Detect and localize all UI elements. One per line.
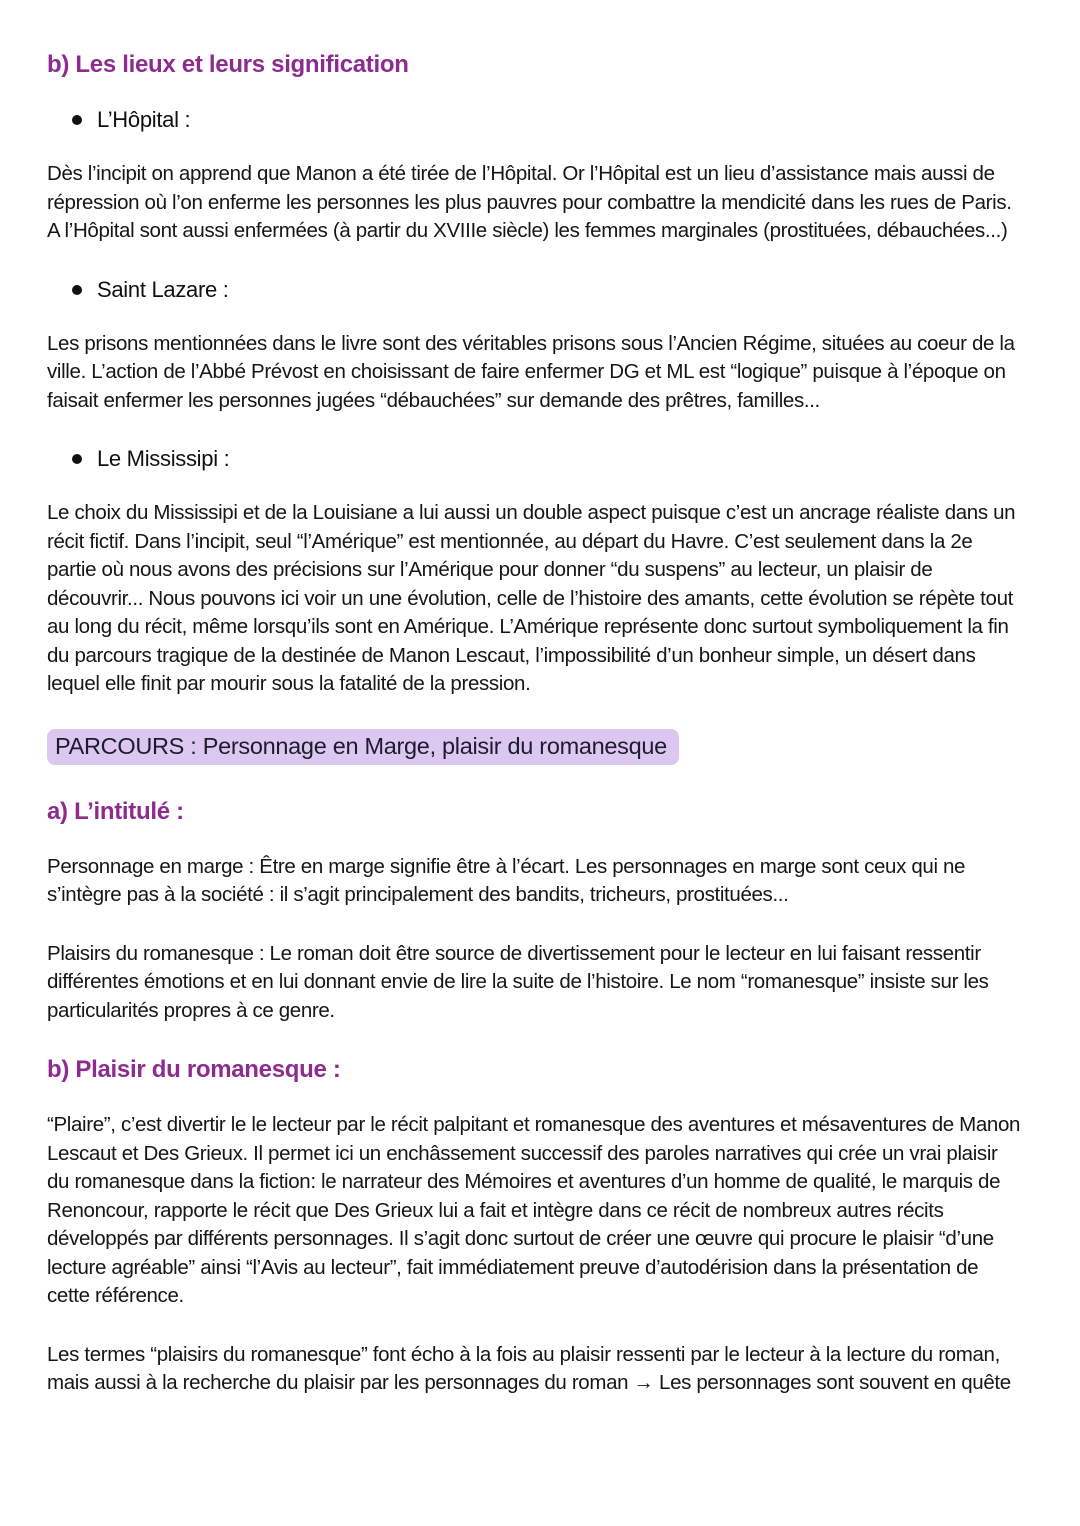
bullet-item-mississipi <box>47 445 1022 473</box>
paragraph-plaire: “Plaire”, c’est divertir le le lecteur par le récit palpitant et romanesque des aventures et mésaventures de Manon Lescaut et Des Grieux. Il permet ici un enchâssement successif des paroles narratives qui crée un vrai plaisir du romanesque dans la fiction: le narrateur des Mémoires et aventures d’un homme de qualité, le marquis de Renoncour, rapporte le récit que Des Grieux lui a fait et intègre dans ce récit de nombreux autres récits développés par différents personnages. Il s’agit donc surtout de créer une œuvre qui procure le plaisir “d’une lecture agréable” ainsi “l’Avis au lecteur”, fait immédiatement preuve d’autodérision dans la présentation de cette référence. <box>47 1113 1021 1307</box>
bullet-dot-icon <box>72 115 82 125</box>
bullet-item-saint-lazare <box>47 276 1022 304</box>
paragraph-les-termes: Les termes “plaisirs du romanesque” font écho à la fois au plaisir ressenti par le lecteur à la lecture du roman, mais aussi à la recherche du plaisir par les personnages du roman → Les personnages sont souvent en quête <box>47 1342 1011 1394</box>
bullet-dot-icon <box>72 454 82 464</box>
paragraph-saint-lazare: Les prisons mentionnées dans le livre sont des véritables prisons sous l’Ancien Régime, situées au coeur de la ville. L’action de l’Abbé Prévost en choisissant de faire enfermer DG et ML est “logique” puisque à l’époque on faisait enfermer les personnes jugées “débauchées” sur demande des prêtres, familles... <box>47 331 1015 412</box>
paragraph-plaisirs-du-romanesque: Plaisirs du romanesque : Le roman doit être source de divertissement pour le lecteur en lui faisant ressentir différentes émotions et en lui donnant envie de lire la suite de l’histoire. Le nom “romanesque” insiste sur les particularités propres à ce genre. <box>47 941 989 1022</box>
paragraph-hopital: Dès l’incipit on apprend que Manon a été tirée de l’Hôpital. Or l’Hôpital est un lieu d’assistance mais aussi de répression où l’on enferme les personnes les plus pauvres pour combattre la mendicité dans les rues de Paris. A l’Hôpital sont aussi enfermées (à partir du XVIIIe siècle) les femmes marginales (prostituées, débauchées...) <box>47 162 1012 242</box>
paragraph-mississipi: Le choix du Mississipi et de la Louisiane a lui aussi un double aspect puisque c’est un ancrage réaliste dans un récit fictif. Dans l’incipit, seul “l’Amérique” est mentionnée, au départ du Havre. C’est seulement dans la 2e partie où nous avons des précisions sur l’Amérique pour donner “du suspens” au lecteur, un plaisir de découvrir... Nous pouvons ici voir un une évolution, celle de l’histoire des amants, cette évolution se répète tout au long du récit, même lorsqu’ils sont en Amérique. L’Amérique représente donc surtout symboliquement la fin du parcours tragique de la destinée de Manon Lescaut, l’impossibilité d’un bonheur simple, un désert dans lequel elle finit par mourir sous la fatalité de la pression. <box>47 501 1016 695</box>
bullet-label-mississipi: Le Mississipi : <box>97 446 230 471</box>
bullet-item-hopital <box>47 106 1022 134</box>
bullet-dot-icon <box>72 285 82 295</box>
section-heading-lieux: b) Les lieux et leurs signification <box>47 51 409 78</box>
bullet-label-hopital: L’Hôpital : <box>97 107 191 132</box>
parcours-banner-row <box>47 729 1022 765</box>
bullet-label-saint-lazare: Saint Lazare : <box>97 276 229 302</box>
paragraph-personnage-en-marge: Personnage en marge : Être en marge signifie être à l’écart. Les personnages en marge sont ceux qui ne s’intègre pas à la société : il s’agit principalement des bandits, tricheurs, prostituées... <box>47 854 966 906</box>
parcours-banner: PARCOURS : Personnage en Marge, plaisir du romanesque <box>47 729 679 765</box>
section-heading-intitule: a) L’intitulé : <box>47 797 184 825</box>
section-heading-plaisir: b) Plaisir du romanesque : <box>47 1056 341 1083</box>
